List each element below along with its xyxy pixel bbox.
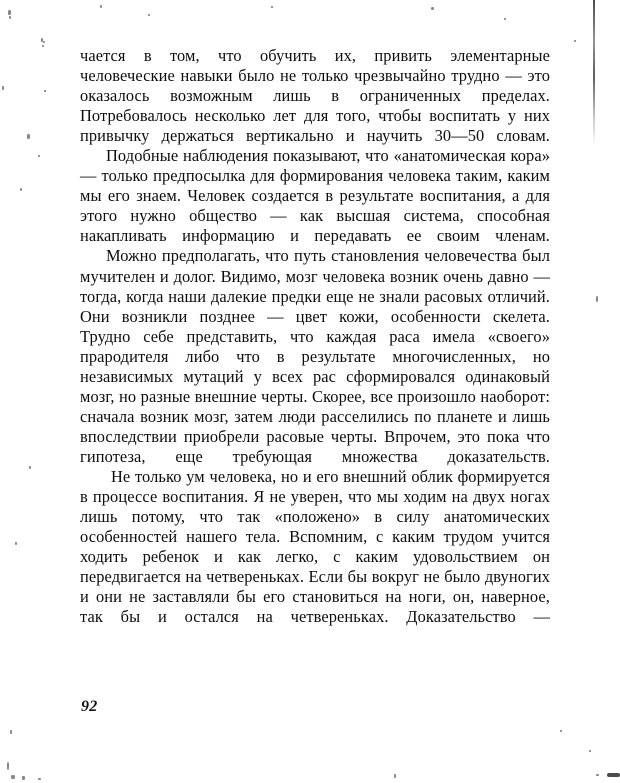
- scan-speck: [100, 5, 102, 8]
- scan-speck: [431, 7, 434, 10]
- scan-speck: [8, 10, 11, 15]
- paragraph-2: Подобные наблюдения показывают, что «анатомическая кора» — только предпосылка для формирования человека таким, каким мы его знаем. Человек создается в результате воспитания, а для этого нужно общество — как высшая система, способная накапливать информацию и передавать ее своим членам.: [80, 146, 550, 246]
- scan-speck: [271, 6, 273, 8]
- scan-speck: [589, 750, 591, 752]
- scan-speck: [504, 18, 506, 20]
- scan-speck: [27, 134, 30, 139]
- scan-line-artifact: [593, 0, 595, 146]
- paragraph-4: Не только ум человека, но и его внешний облик формируется в процессе воспитания. Я не уверен, что мы ходим на двух ногах лишь потому, что так «положено» в силу анатомических особенностей нашего тела. Вспомним, с каким трудом учится ходить ребенок и как легко, с каким удовольствием он передвигается на четвереньках. Если бы вокруг не было двуногих и они не заставляли бы его становиться на ноги, он, наверное, так бы и остался на четвереньках. Доказательство —: [80, 466, 550, 627]
- scan-speck: [38, 155, 40, 157]
- scan-speck: [15, 542, 17, 545]
- scan-speck: [42, 45, 44, 47]
- scan-speck: [596, 774, 599, 776]
- scan-speck: [148, 14, 150, 16]
- page-text-column: [80, 46, 550, 627]
- scan-speck: [9, 16, 11, 19]
- page-number: 92: [81, 698, 98, 715]
- scan-speck: [44, 90, 46, 92]
- scan-speck: [596, 296, 598, 302]
- scan-speck: [29, 466, 31, 469]
- scan-speck: [394, 774, 396, 778]
- scan-speck: [38, 778, 41, 780]
- scan-speck: [11, 775, 15, 779]
- scan-speck: [2, 86, 4, 90]
- scan-speck: [20, 188, 22, 191]
- scan-speck: [7, 762, 9, 770]
- scan-edge-smudge: [607, 773, 620, 777]
- scan-speck: [10, 730, 12, 734]
- paragraph-3: Можно предполагать, что путь становления человечества был мучителен и долог. Видимо, мозг человека возник очень давно — тогда, когда наши далекие предки еще не знали расовых отличий. Они возникли позднее — цвет кожи, особенности скелета. Трудно себе представить, что каждая раса имела «своего» прародителя либо что в результате многочисленных, но независимых мутаций у всех рас сформировался одинаковый мозг, но разные внешние черты. Скорее, все произошло наоборот: сначала возник мозг, затем люди расселились по планете и лишь впоследствии приобрели расовые черты. Впрочем, это пока что гипотеза, еще требующая множества доказательств.: [80, 246, 550, 466]
- scan-speck: [560, 730, 562, 732]
- paragraph-1: чается в том, что обучить их, привить элементарные человеческие навыки было не только чрезвычайно трудно — это оказалось возможным лишь в ограниченных пределах. Потребовалось несколько лет для того, чтобы воспитать у них привычку держаться вертикально и научить 30—50 словам.: [80, 46, 550, 146]
- scan-speck: [43, 41, 45, 43]
- scan-speck: [22, 776, 25, 780]
- scan-speck: [574, 40, 576, 42]
